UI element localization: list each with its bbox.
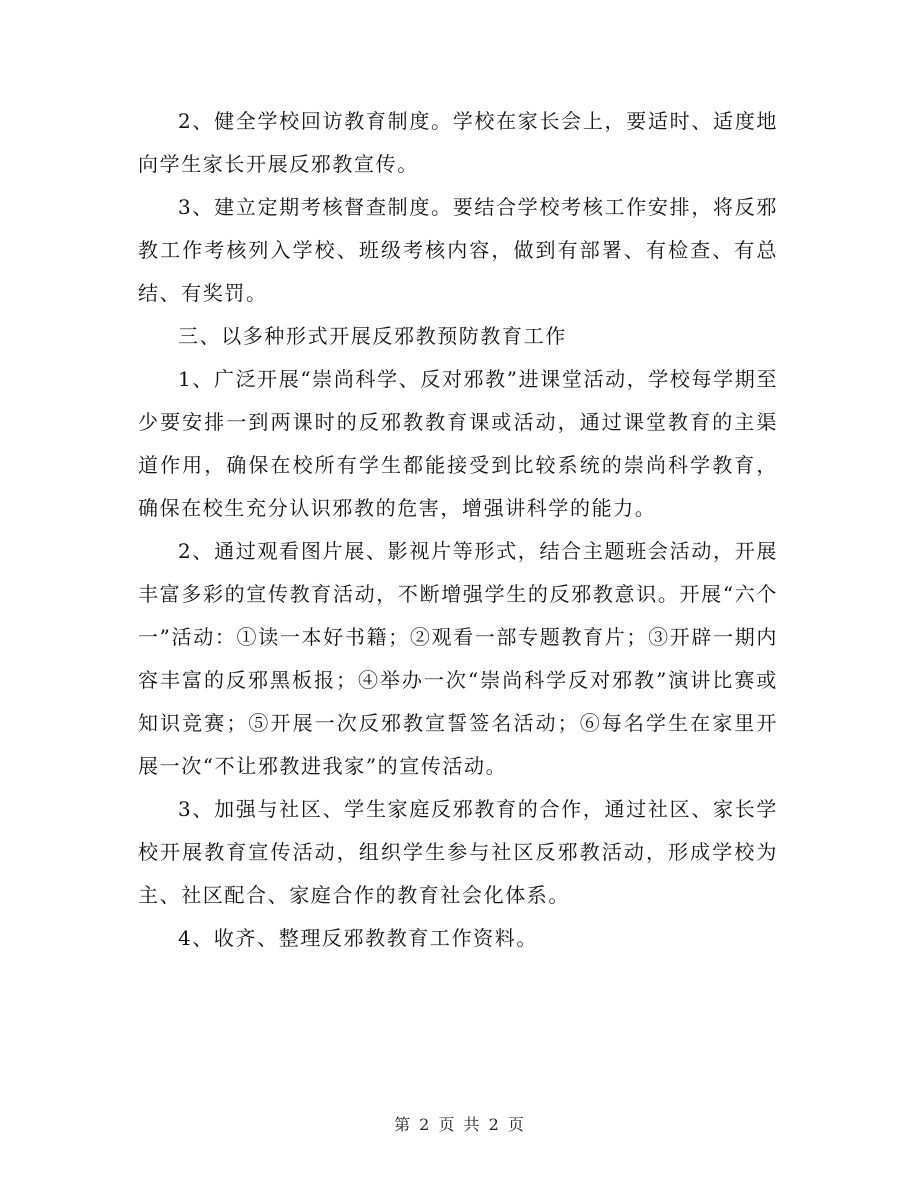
document-body <box>138 100 778 960</box>
section-heading-three: 三、以多种形式开展反邪教预防教育工作 <box>178 324 567 348</box>
paragraph-community-cooperation: 3、加强与社区、学生家庭反邪教育的合作，通过社区、家长学校开展教育宣传活动，组织学生参与社区反邪教活动，形成学校为主、社区配合、家庭合作的教育社会化体系。 <box>138 797 778 907</box>
paragraph-assessment-system: 3、建立定期考核督查制度。要结合学校考核工作安排，将反邪教工作考核列入学校、班级考核内容，做到有部署、有检查、有总结、有奖罚。 <box>138 195 778 305</box>
paragraph-classroom-activities: 1、广泛开展“崇尚科学、反对邪教”进课堂活动，学校每学期至少要安排一到两课时的反邪教教育课或活动，通过课堂教育的主渠道作用，确保在校所有学生都能接受到比较系统的崇尚科学教育，确保在校生充分认识邪教的危害，增强讲科学的能力。 <box>138 367 778 520</box>
page-number-footer: 第 2 页 共 2 页 <box>394 1115 526 1134</box>
paragraph-six-ones-activities: 2、通过观看图片展、影视片等形式，结合主题班会活动，开展丰富多彩的宣传教育活动，不断增强学生的反邪教意识。开展“六个一”活动：①读一本好书籍；②观看一部专题教育片；③开辟一期内容丰富的反邪黑板报；④举办一次“崇尚科学反对邪教”演讲比赛或知识竞赛；⑤开展一次反邪教宣誓签名活动；⑥每名学生在家里开展一次“不让邪教进我家”的宣传活动。 <box>138 539 778 778</box>
paragraph-collect-materials: 4、收齐、整理反邪教教育工作资料。 <box>178 926 538 950</box>
paragraph-review-education-system: 2、健全学校回访教育制度。学校在家长会上，要适时、适度地向学生家长开展反邪教宣传。 <box>138 109 778 176</box>
